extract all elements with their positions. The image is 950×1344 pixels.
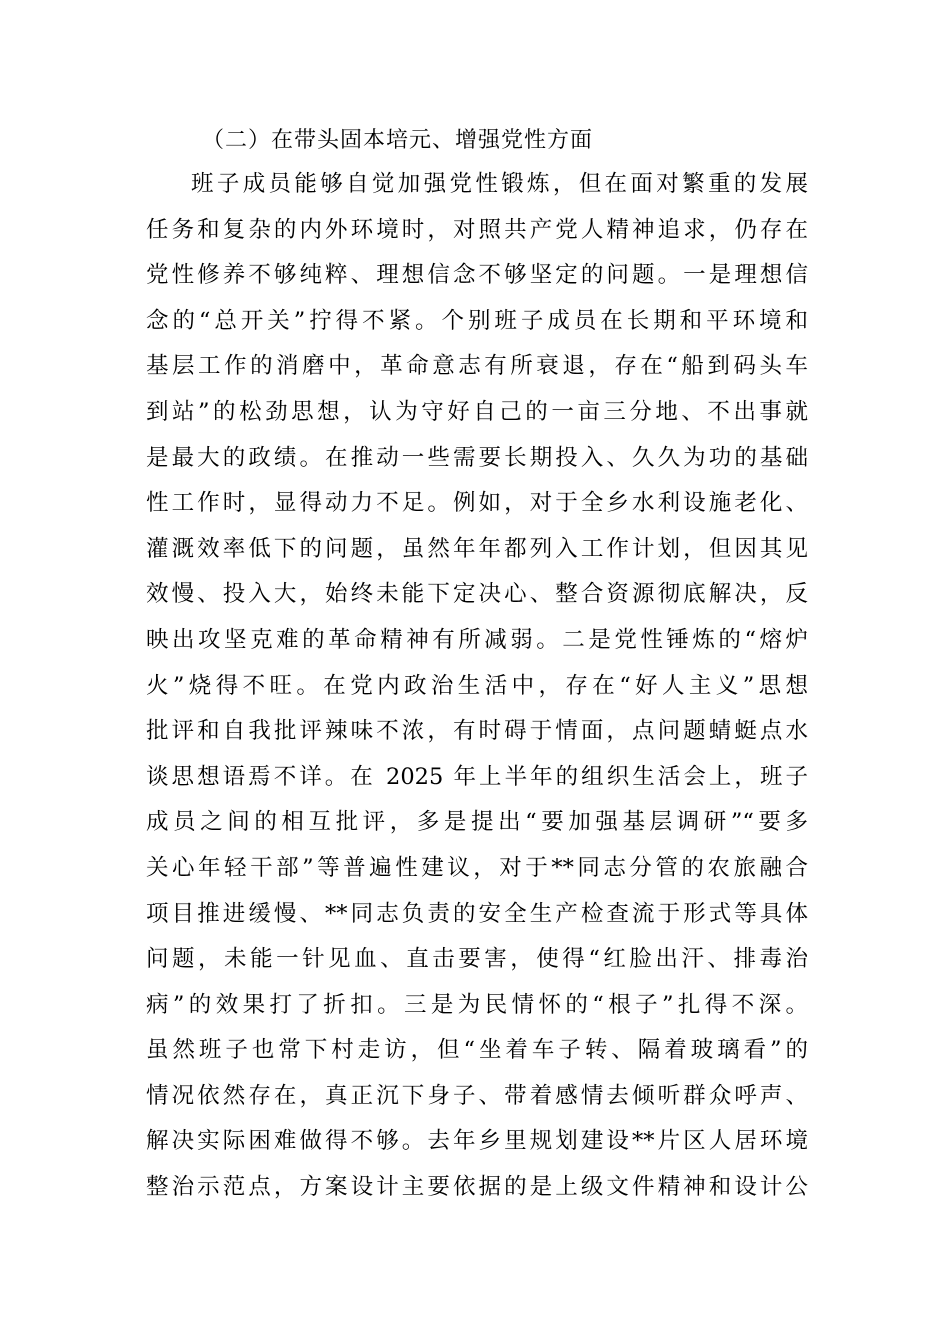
paragraph-line: 火”烧得不旺。在党内政治生活中，存在“好人主义”思想 <box>146 672 808 699</box>
paragraph-line: 问题，未能一针见血、直击要害，使得“红脸出汗、排毒治 <box>146 946 808 973</box>
paragraph-line: 党性修养不够纯粹、理想信念不够坚定的问题。一是理想信 <box>146 262 808 289</box>
paragraph-line: 关心年轻干部”等普遍性建议，对于**同志分管的农旅融合 <box>146 854 808 881</box>
paragraph-line: 病”的效果打了折扣。三是为民情怀的“根子”扎得不深。 <box>146 991 808 1018</box>
paragraph-line: 念的“总开关”拧得不紧。个别班子成员在长期和平环境和 <box>146 307 808 334</box>
paragraph-line: 批评和自我批评辣味不浓，有时碍于情面，点问题蜻蜓点水 <box>146 718 808 745</box>
paragraph-line: 情况依然存在，真正沉下身子、带着感情去倾听群众呼声、 <box>146 1082 808 1109</box>
paragraph-line: 灌溉效率低下的问题，虽然年年都列入工作计划，但因其见 <box>146 535 808 562</box>
document-body <box>146 120 808 1211</box>
paragraph-line: 班子成员能够自觉加强党性锻炼，但在面对繁重的发展 <box>191 171 808 197</box>
paragraph-line: 到站”的松劲思想，认为守好自己的一亩三分地、不出事就 <box>146 398 808 425</box>
section-heading: （二）在带头固本培元、增强党性方面 <box>202 128 594 153</box>
paragraph-line: 任务和复杂的内外环境时，对照共产党人精神追求，仍存在 <box>146 216 808 243</box>
paragraph <box>146 162 808 1211</box>
paragraph-line: 映出攻坚克难的革命精神有所减弱。二是党性锤炼的“熔炉 <box>146 626 808 653</box>
paragraph-line: 是最大的政绩。在推动一些需要长期投入、久久为功的基础 <box>146 444 808 471</box>
paragraph-line: 虽然班子也常下村走访，但“坐着车子转、隔着玻璃看”的 <box>146 1037 808 1064</box>
paragraph-line: 性工作时，显得动力不足。例如，对于全乡水利设施老化、 <box>146 490 808 517</box>
paragraph-line: 项目推进缓慢、**同志负责的安全生产检查流于形式等具体 <box>146 900 808 927</box>
paragraph-line: 谈思想语焉不详。在 2025 年上半年的组织生活会上，班子 <box>146 763 808 790</box>
paragraph-line: 效慢、投入大，始终未能下定决心、整合资源彻底解决，反 <box>146 581 808 608</box>
paragraph-line: 整治示范点，方案设计主要依据的是上级文件精神和设计公 <box>146 1174 808 1201</box>
paragraph-line: 解决实际困难做得不够。去年乡里规划建设**片区人居环境 <box>146 1128 808 1155</box>
paragraph-line: 基层工作的消磨中，革命意志有所衰退，存在“船到码头车 <box>146 353 808 380</box>
paragraph-line: 成员之间的相互批评，多是提出“要加强基层调研”“要多 <box>146 809 808 836</box>
